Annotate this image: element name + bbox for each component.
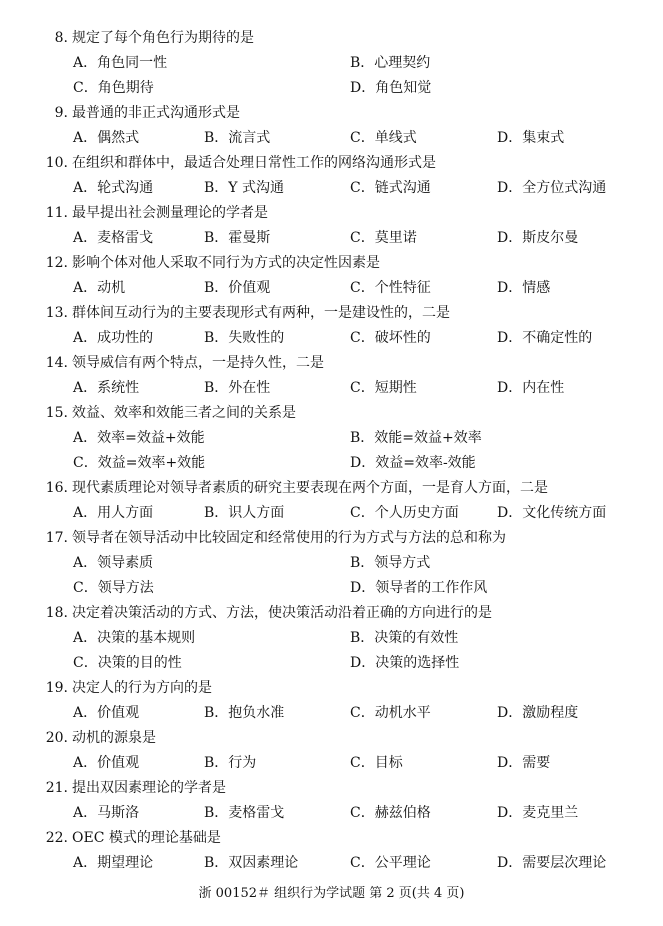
answer-option: C．莫里诺 xyxy=(350,230,417,246)
question-stem: 决定着决策活动的方式、方法，使决策活动沿着正确的方向进行的是 xyxy=(72,605,492,621)
answer-option: C．公平理论 xyxy=(350,855,431,871)
options-row xyxy=(40,851,640,876)
answer-option: A．麦格雷戈 xyxy=(73,230,154,246)
question-number: 17. xyxy=(45,530,68,546)
answer-option: B．麦格雷戈 xyxy=(204,805,285,821)
question-stem: 动机的源泉是 xyxy=(72,730,156,746)
answer-option: D．需要 xyxy=(497,755,551,771)
question-number: 10. xyxy=(45,155,68,171)
answer-option: B．失败性的 xyxy=(204,330,285,346)
options-row xyxy=(40,376,640,401)
options-row xyxy=(40,701,640,726)
question-stem-row xyxy=(40,101,640,126)
answer-option: B．Y 式沟通 xyxy=(204,180,284,196)
answer-option: D．不确定性的 xyxy=(497,330,593,346)
answer-option: A．系统性 xyxy=(73,380,140,396)
question-stem: 在组织和群体中，最适合处理日常性工作的网络沟通形式是 xyxy=(72,155,436,171)
question-number: 19. xyxy=(45,680,68,696)
question-number: 16. xyxy=(45,480,68,496)
answer-option: B．双因素理论 xyxy=(204,855,299,871)
options-row xyxy=(40,276,640,301)
answer-option: C．效益=效率+效能 xyxy=(73,455,206,471)
answer-option: B．决策的有效性 xyxy=(350,630,459,646)
question-stem-row xyxy=(40,826,640,851)
options-row xyxy=(40,551,640,576)
question-stem: 现代素质理论对领导者素质的研究主要表现在两个方面，一是育人方面，二是 xyxy=(72,480,548,496)
question-number: 14. xyxy=(45,355,68,371)
answer-option: A．价值观 xyxy=(73,755,140,771)
question-stem-row xyxy=(40,476,640,501)
question-number: 22. xyxy=(45,830,68,846)
question-stem: 群体间互动行为的主要表现形式有两种，一是建设性的，二是 xyxy=(72,305,450,321)
answer-option: D．效益=效率-效能 xyxy=(350,455,476,471)
answer-option: C．赫兹伯格 xyxy=(350,805,431,821)
question-number: 11. xyxy=(45,205,68,221)
answer-option: C．目标 xyxy=(350,755,403,771)
question-stem: OEC 模式的理论基础是 xyxy=(72,830,221,846)
question-list xyxy=(40,26,640,876)
question-number: 12. xyxy=(45,255,68,271)
answer-option: D．角色知觉 xyxy=(350,80,432,96)
question-number: 9. xyxy=(54,105,68,121)
question-stem: 效益、效率和效能三者之间的关系是 xyxy=(72,405,296,421)
question-stem: 决定人的行为方向的是 xyxy=(72,680,212,696)
question-number: 21. xyxy=(45,780,68,796)
options-row xyxy=(40,651,640,676)
question-stem-row xyxy=(40,401,640,426)
question-stem-row xyxy=(40,676,640,701)
question-stem: 影响个体对他人采取不同行为方式的决定性因素是 xyxy=(72,255,380,271)
question-stem: 最普通的非正式沟通形式是 xyxy=(72,105,240,121)
answer-option: B．价值观 xyxy=(204,280,271,296)
question-number: 15. xyxy=(45,405,68,421)
options-row xyxy=(40,176,640,201)
answer-option: C．链式沟通 xyxy=(350,180,431,196)
answer-option: C．单线式 xyxy=(350,130,417,146)
page-footer: 浙 00152＃ 组织行为学试题 第 2 页(共 4 页) xyxy=(198,886,465,901)
question-stem: 最早提出社会测量理论的学者是 xyxy=(72,205,268,221)
answer-option: A．决策的基本规则 xyxy=(73,630,196,646)
answer-option: B．外在性 xyxy=(204,380,271,396)
answer-option: A．马斯洛 xyxy=(73,805,140,821)
question-stem-row xyxy=(40,726,640,751)
answer-option: B．效能=效益+效率 xyxy=(350,430,482,446)
options-row xyxy=(40,326,640,351)
answer-option: C．个人历史方面 xyxy=(350,505,459,521)
answer-option: A．成功性的 xyxy=(73,330,154,346)
answer-option: B．流言式 xyxy=(204,130,271,146)
answer-option: A．效率=效益+效能 xyxy=(73,430,205,446)
answer-option: C．动机水平 xyxy=(350,705,431,721)
answer-option: D．决策的选择性 xyxy=(350,655,460,671)
answer-option: C．个性特征 xyxy=(350,280,431,296)
answer-option: D．激励程度 xyxy=(497,705,579,721)
question-stem-row xyxy=(40,251,640,276)
question-number: 13. xyxy=(45,305,68,321)
question-stem-row xyxy=(40,601,640,626)
options-row xyxy=(40,76,640,101)
question-number: 18. xyxy=(45,605,68,621)
answer-option: D．集束式 xyxy=(497,130,565,146)
question-stem-row xyxy=(40,526,640,551)
options-row xyxy=(40,226,640,251)
answer-option: D．需要层次理论 xyxy=(497,855,607,871)
answer-option: C．短期性 xyxy=(350,380,417,396)
answer-option: D．内在性 xyxy=(497,380,565,396)
answer-option: B．行为 xyxy=(204,755,257,771)
answer-option: A．偶然式 xyxy=(73,130,140,146)
answer-option: A．领导素质 xyxy=(73,555,154,571)
answer-option: D．情感 xyxy=(497,280,551,296)
question-stem-row xyxy=(40,201,640,226)
answer-option: B．霍曼斯 xyxy=(204,230,271,246)
options-row xyxy=(40,751,640,776)
answer-option: A．轮式沟通 xyxy=(73,180,154,196)
answer-option: D．斯皮尔曼 xyxy=(497,230,579,246)
question-stem-row xyxy=(40,151,640,176)
answer-option: A．角色同一性 xyxy=(73,55,168,71)
answer-option: B．领导方式 xyxy=(350,555,431,571)
question-stem: 领导者在领导活动中比较固定和经常使用的行为方式与方法的总和称为 xyxy=(72,530,506,546)
answer-option: A．用人方面 xyxy=(73,505,154,521)
answer-option: A．期望理论 xyxy=(73,855,154,871)
answer-option: D．麦克里兰 xyxy=(497,805,579,821)
answer-option: A．动机 xyxy=(73,280,126,296)
answer-option: D．文化传统方面 xyxy=(497,505,607,521)
options-row xyxy=(40,576,640,601)
question-number: 8. xyxy=(54,30,68,46)
answer-option: C．破坏性的 xyxy=(350,330,431,346)
options-row xyxy=(40,126,640,151)
question-stem: 领导威信有两个特点，一是持久性，二是 xyxy=(72,355,324,371)
answer-option: C．决策的目的性 xyxy=(73,655,182,671)
options-row xyxy=(40,51,640,76)
question-stem-row xyxy=(40,776,640,801)
question-number: 20. xyxy=(45,730,68,746)
options-row xyxy=(40,451,640,476)
answer-option: C．领导方法 xyxy=(73,580,154,596)
options-row xyxy=(40,801,640,826)
question-stem: 提出双因素理论的学者是 xyxy=(72,780,226,796)
question-stem-row xyxy=(40,301,640,326)
question-stem: 规定了每个角色行为期待的是 xyxy=(72,30,254,46)
answer-option: A．价值观 xyxy=(73,705,140,721)
question-stem-row xyxy=(40,26,640,51)
answer-option: B．识人方面 xyxy=(204,505,285,521)
options-row xyxy=(40,426,640,451)
answer-option: B．抱负水准 xyxy=(204,705,285,721)
answer-option: D．全方位式沟通 xyxy=(497,180,607,196)
answer-option: C．角色期待 xyxy=(73,80,154,96)
answer-option: B．心理契约 xyxy=(350,55,431,71)
options-row xyxy=(40,626,640,651)
options-row xyxy=(40,501,640,526)
question-stem-row xyxy=(40,351,640,376)
answer-option: D．领导者的工作作风 xyxy=(350,580,488,596)
